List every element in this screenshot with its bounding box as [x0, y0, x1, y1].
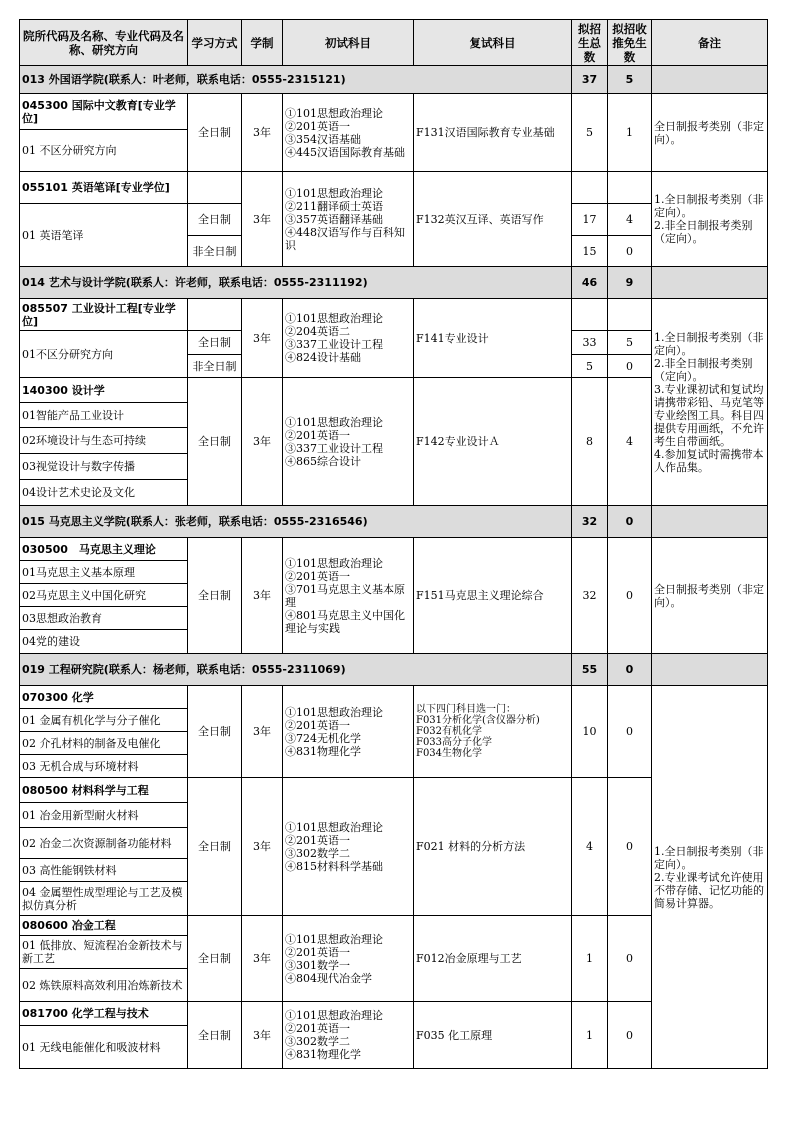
total: 17 — [572, 204, 608, 236]
major-name: 080500 材料科学与工程 — [20, 778, 188, 803]
retest: F131汉语国际教育专业基础 — [414, 94, 572, 172]
total: 15 — [572, 236, 608, 267]
initial-exam: ①101思想政治理论 ②201英语一 ③724无机化学 ④831物理化学 — [283, 686, 414, 778]
direction: 01智能产品工业设计 — [20, 403, 188, 428]
duration: 3年 — [242, 378, 283, 506]
retest: F012冶金原理与工艺 — [414, 916, 572, 1002]
major-row — [20, 172, 768, 204]
section-total: 37 — [572, 66, 608, 94]
total: 32 — [572, 538, 608, 654]
retest: F141专业设计 — [414, 299, 572, 378]
study-mode: 全日制 — [188, 378, 242, 506]
admissions-table — [19, 19, 768, 1069]
duration: 3年 — [242, 1002, 283, 1069]
total: 10 — [572, 686, 608, 778]
major-name: 045300 国际中文教育[专业学位] — [20, 94, 188, 130]
retest: F035 化工原理 — [414, 1002, 572, 1069]
initial-exam: ①101思想政治理论 ②201英语一 ③337工业设计工程 ④865综合设计 — [283, 378, 414, 506]
total: 8 — [572, 378, 608, 506]
direction: 03视觉设计与数字传播 — [20, 454, 188, 480]
push: 4 — [608, 204, 652, 236]
retest: 以下四门科目选一门： F031分析化学(含仪器分析) F032有机化学 F033高分子化学 F034生物化学 — [414, 686, 572, 778]
initial-exam: ①101思想政治理论 ②201英语一 ③701马克思主义基本原理 ④801马克思主义中国化理论与实践 — [283, 538, 414, 654]
section-title: 013 外国语学院(联系人：叶老师，联系电话：0555-2315121) — [20, 66, 572, 94]
duration: 3年 — [242, 778, 283, 916]
push: 0 — [608, 538, 652, 654]
total: 33 — [572, 331, 608, 355]
direction: 01 无线电能催化和吸波材料 — [20, 1026, 188, 1069]
section-title: 019 工程研究院(联系人：杨老师，联系电话：0555-2311069) — [20, 654, 572, 686]
total: 5 — [572, 94, 608, 172]
study-mode: 全日制 — [188, 538, 242, 654]
major-name: 070300 化学 — [20, 686, 188, 709]
section-row-013 — [20, 66, 768, 94]
section-total: 55 — [572, 654, 608, 686]
direction: 03思想政治教育 — [20, 607, 188, 630]
header-program: 院所代码及名称、专业代码及名称、研究方向 — [20, 20, 188, 66]
direction: 04设计艺术史论及文化 — [20, 480, 188, 506]
retest: F021 材料的分析方法 — [414, 778, 572, 916]
study-mode: 全日制 — [188, 686, 242, 778]
header-total: 拟招生总数 — [572, 20, 608, 66]
push: 5 — [608, 331, 652, 355]
section-row-019 — [20, 654, 768, 686]
duration: 3年 — [242, 686, 283, 778]
section-total: 32 — [572, 506, 608, 538]
study-mode: 全日制 — [188, 916, 242, 1002]
study-mode: 全日制 — [188, 331, 242, 355]
duration: 3年 — [242, 94, 283, 172]
push: 0 — [608, 778, 652, 916]
initial-exam: ①101思想政治理论 ②201英语一 ③302数学二 ④831物理化学 — [283, 1002, 414, 1069]
initial-exam: ①101思想政治理论 ②211翻译硕士英语 ③357英语翻译基础 ④448汉语写作与百科知识 — [283, 172, 414, 267]
total: 4 — [572, 778, 608, 916]
study-mode: 全日制 — [188, 778, 242, 916]
direction: 02 炼铁原料高效利用冶炼新技术 — [20, 969, 188, 1002]
push: 0 — [608, 236, 652, 267]
push: 0 — [608, 686, 652, 778]
remarks: 1.全日制报考类别（非定向）。 2.专业课考试允许使用不带存储、记忆功能的简易计算器。 — [652, 686, 768, 1069]
initial-exam: ①101思想政治理论 ②201英语一 ③302数学二 ④815材料科学基础 — [283, 778, 414, 916]
initial-exam: ①101思想政治理论 ②201英语一 ③301数学一 ④804现代冶金学 — [283, 916, 414, 1002]
major-name: 030500 马克思主义理论 — [20, 538, 188, 561]
header-duration: 学制 — [242, 20, 283, 66]
study-mode: 非全日制 — [188, 355, 242, 378]
direction: 01 不区分研究方向 — [20, 130, 188, 172]
remarks: 全日制报考类别（非定向）。 — [652, 538, 768, 654]
header-remarks: 备注 — [652, 20, 768, 66]
direction: 02 冶金二次资源制备功能材料 — [20, 828, 188, 859]
study-mode: 全日制 — [188, 1002, 242, 1069]
push: 4 — [608, 378, 652, 506]
major-row — [20, 299, 768, 331]
duration: 3年 — [242, 299, 283, 378]
direction: 01 金属有机化学与分子催化 — [20, 709, 188, 732]
retest: F132英汉互译、英语写作 — [414, 172, 572, 267]
header-retest: 复试科目 — [414, 20, 572, 66]
direction: 02马克思主义中国化研究 — [20, 584, 188, 607]
header-recommended: 拟招收推免生数 — [608, 20, 652, 66]
retest: F142专业设计Ａ — [414, 378, 572, 506]
major-row — [20, 538, 768, 561]
header-study-mode: 学习方式 — [188, 20, 242, 66]
section-push: 5 — [608, 66, 652, 94]
retest: F151马克思主义理论综合 — [414, 538, 572, 654]
section-row-015 — [20, 506, 768, 538]
header-initial-exam: 初试科目 — [283, 20, 414, 66]
major-name: 055101 英语笔译[专业学位] — [20, 172, 188, 204]
push: 1 — [608, 94, 652, 172]
remarks: 1.全日制报考类别（非定向）。 2.非全日制报考类别（定向）。 3.专业课初试和复试均请携带彩铅、马克笔等专业绘图工具。科目四提供专用画纸，不允许考生自带画纸。 4.参加复试时需携带本人作品集。 — [652, 299, 768, 506]
total: 1 — [572, 1002, 608, 1069]
direction: 02环境设计与生态可持续 — [20, 428, 188, 454]
study-mode: 非全日制 — [188, 236, 242, 267]
section-row-014 — [20, 267, 768, 299]
section-push: 9 — [608, 267, 652, 299]
direction: 01 低排放、短流程冶金新技术与新工艺 — [20, 936, 188, 969]
direction: 01不区分研究方向 — [20, 331, 188, 378]
study-mode: 全日制 — [188, 94, 242, 172]
direction: 02 介孔材料的制备及电催化 — [20, 732, 188, 755]
section-total: 46 — [572, 267, 608, 299]
total: 1 — [572, 916, 608, 1002]
major-name: 081700 化学工程与技术 — [20, 1002, 188, 1026]
direction: 04党的建设 — [20, 630, 188, 654]
direction: 03 无机合成与环境材料 — [20, 755, 188, 778]
study-mode: 全日制 — [188, 204, 242, 236]
section-push: 0 — [608, 506, 652, 538]
direction: 01 英语笔译 — [20, 204, 188, 267]
push: 0 — [608, 1002, 652, 1069]
major-name: 080600 冶金工程 — [20, 916, 188, 936]
remarks: 全日制报考类别（非定向）。 — [652, 94, 768, 172]
direction: 04 金属塑性成型理论与工艺及模拟仿真分析 — [20, 882, 188, 916]
duration: 3年 — [242, 916, 283, 1002]
major-row — [20, 94, 768, 130]
direction: 01 冶金用新型耐火材料 — [20, 803, 188, 828]
section-push: 0 — [608, 654, 652, 686]
direction: 01马克思主义基本原理 — [20, 561, 188, 584]
initial-exam: ①101思想政治理论 ②201英语一 ③354汉语基础 ④445汉语国际教育基础 — [283, 94, 414, 172]
push: 0 — [608, 916, 652, 1002]
duration: 3年 — [242, 172, 283, 267]
major-name: 085507 工业设计工程[专业学位] — [20, 299, 188, 331]
duration: 3年 — [242, 538, 283, 654]
total: 5 — [572, 355, 608, 378]
major-row — [20, 686, 768, 709]
initial-exam: ①101思想政治理论 ②204英语二 ③337工业设计工程 ④824设计基础 — [283, 299, 414, 378]
section-title: 014 艺术与设计学院(联系人：许老师，联系电话：0555-2311192) — [20, 267, 572, 299]
section-title: 015 马克思主义学院(联系人：张老师，联系电话：0555-2316546) — [20, 506, 572, 538]
header-row — [20, 20, 768, 66]
push: 0 — [608, 355, 652, 378]
major-name: 140300 设计学 — [20, 378, 188, 403]
remarks: 1.全日制报考类别（非定向）。 2.非全日制报考类别（定向）。 — [652, 172, 768, 267]
direction: 03 高性能钢铁材料 — [20, 859, 188, 882]
